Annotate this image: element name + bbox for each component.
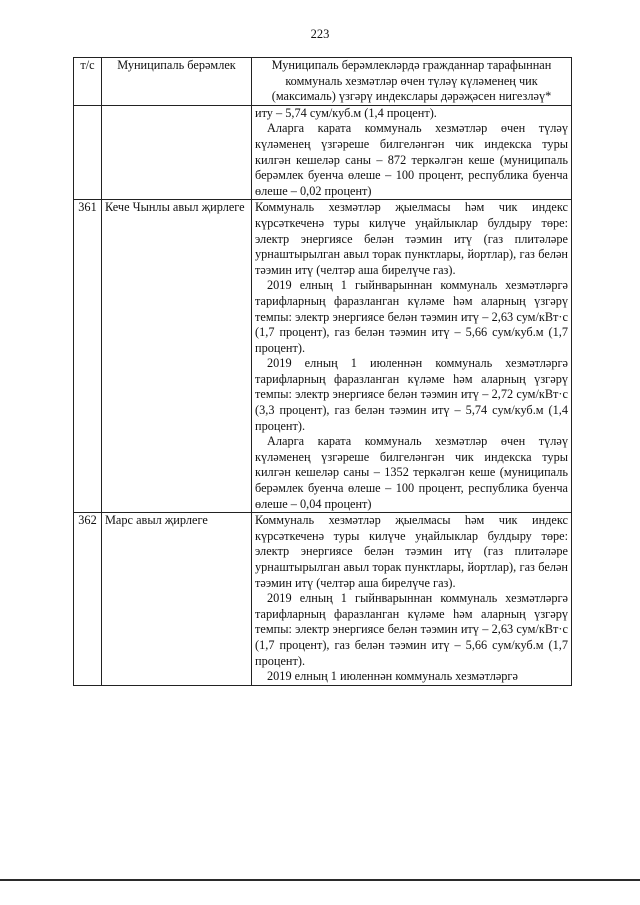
basis-paragraph: иту – 5,74 сум/куб.м (1,4 процент). — [255, 105, 437, 120]
table-row — [74, 105, 572, 200]
row-basis — [252, 513, 572, 686]
basis-paragraph: Коммуналь хезмәтләр җыелмасы һәм чик индекс күрсәткеченә туры килүче уңайлыклар булдыру төре: электр энергиясе белән тәэмин итү (газ плитәләре урнаштырылган авыл торак пунктлары, йортлар), газ белән тәэмин итү (челтәр аша бирелүче газ). — [255, 200, 568, 277]
basis-paragraph: 2019 елның 1 гыйнварыннан коммуналь хезмәтләргә тарифларның фаразланган күләме һәм аларның үзгәрү темпы: электр энергиясе белән тәэмин итү – 2,63 сум/кВт·с (1,7 процент), газ белән тәэмин итү – 5,66 сум/куб.м (1,7 процент). — [255, 278, 568, 355]
row-number: 361 — [74, 200, 102, 513]
page-number: 223 — [310, 27, 330, 41]
basis-paragraph: Аларга карата коммуналь хезмәтләр өчен түләү күләменең үзгәреше билгеләнгән чик индекска туры килгән кешеләр саны – 872 теркәлгән кеше (муниципаль берәмлек буенча өлеше – 100 процент, республика буенча өлеше – 0,02 процент) — [255, 121, 568, 198]
row-basis — [252, 200, 572, 513]
basis-paragraph: 2019 елның 1 гыйнварыннан коммуналь хезмәтләргә тарифларның фаразланган күләме һәм аларның үзгәрү темпы: электр энергиясе белән тәэмин итү – 2,63 сум/кВт·с (1,7 процент), газ белән тәэмин итү – 5,66 сум/куб.м (1,7 процент). — [255, 591, 568, 668]
bottom-rule — [0, 879, 640, 881]
row-municipality — [102, 105, 252, 200]
header-number: т/с — [74, 58, 102, 106]
header-municipality: Муниципаль берәмлек — [102, 58, 252, 106]
row-number — [74, 105, 102, 200]
table-header-row — [74, 58, 572, 106]
basis-paragraph: 2019 елның 1 июленнән коммуналь хезмәтләргә тарифларның фаразланган күләме һәм аларның үзгәрү темпы: электр энергиясе белән тәэмин итү – 2,72 сум/кВт·с (3,3 процент), газ белән тәэмин итү – 5,74 сум/куб.м (1,4 процент). — [255, 356, 568, 433]
row-number: 362 — [74, 513, 102, 686]
basis-paragraph: 2019 елның 1 июленнән коммуналь хезмәтләргә — [267, 669, 518, 684]
table-row — [74, 513, 572, 686]
row-basis — [252, 105, 572, 200]
row-municipality: Кече Чынлы авыл җирлеге — [102, 200, 252, 513]
basis-paragraph: Коммуналь хезмәтләр җыелмасы һәм чик индекс күрсәткеченә туры килүче уңайлыклар булдыру төре: электр энергиясе белән тәэмин итү (газ плитәләре урнаштырылган авыл торак пунктлары, йортлар), газ белән тәэмин итү (челтәр аша бирелүче газ). — [255, 513, 568, 590]
row-municipality: Марс авыл җирлеге — [102, 513, 252, 686]
basis-paragraph: Аларга карата коммуналь хезмәтләр өчен түләү күләменең үзгәреше билгеләнгән чик индекска туры килгән кешеләр саны – 1352 теркәлгән кеше (муниципаль берәмлек буенча өлеше – 100 процент, республика буенча өлеше – 0,04 процент) — [255, 434, 568, 511]
tariff-index-table — [73, 57, 572, 686]
table-row — [74, 200, 572, 513]
header-basis: Муниципаль берәмлекләрдә гражданнар тарафыннан коммуналь хезмәтләр өчен түләү күләменең чик (максималь) үзгәрү индекслары дәрәҗәсен нигезләү* — [252, 58, 572, 106]
